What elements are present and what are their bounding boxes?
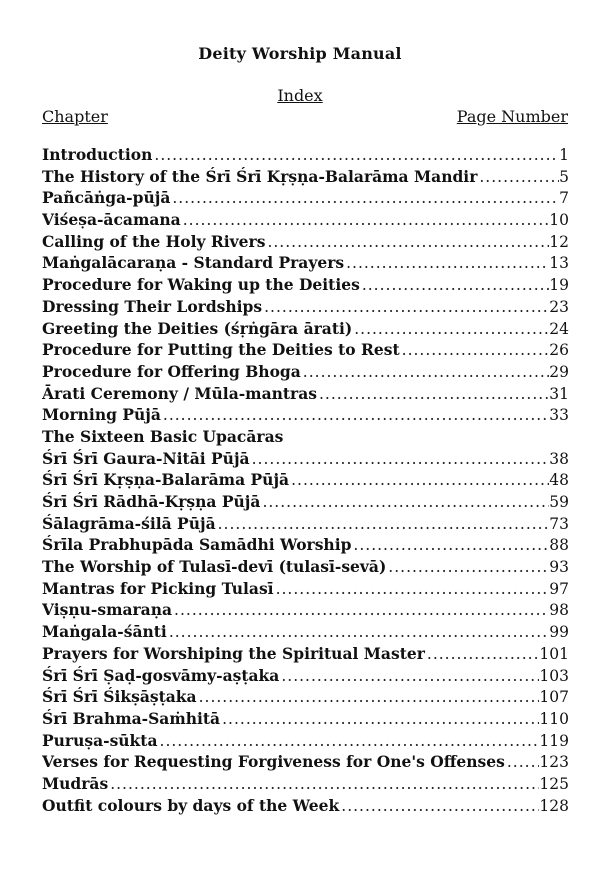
dot-leader xyxy=(158,732,540,750)
dot-leader xyxy=(400,341,550,359)
toc-entry-page-number: 128 xyxy=(539,796,569,815)
dot-leader xyxy=(108,775,539,793)
toc-entry xyxy=(42,687,569,709)
toc-entry-title: Procedure for Waking up the Deities xyxy=(42,275,360,295)
toc-entry-page-number: 98 xyxy=(549,601,569,620)
table-of-contents xyxy=(42,145,569,817)
page-number-column-header: Page Number xyxy=(456,107,568,126)
dot-leader xyxy=(344,254,549,272)
toc-entry-page-number: 73 xyxy=(549,514,569,533)
toc-entry-title: Verses for Requesting Forgiveness for One's Offenses xyxy=(42,752,505,772)
toc-entry-title: Śrīla Prabhupāda Samādhi Worship xyxy=(42,535,352,555)
toc-entry xyxy=(42,145,569,167)
toc-entry-title: Procedure for Offering Bhoga xyxy=(42,361,301,381)
dot-leader xyxy=(301,363,549,381)
dot-leader xyxy=(167,623,549,641)
toc-entry xyxy=(42,405,569,427)
toc-entry-title: Śrī Śrī Ṣaḍ-gosvāmy-aṣṭaka xyxy=(42,665,280,685)
dot-leader xyxy=(289,471,549,489)
toc-entry-page-number: 1 xyxy=(559,146,569,164)
dot-leader xyxy=(172,601,549,619)
dot-leader xyxy=(152,146,559,164)
dot-leader xyxy=(351,536,549,554)
book-title: Deity Worship Manual xyxy=(198,44,402,63)
chapter-column-header: Chapter xyxy=(42,107,108,126)
dot-leader xyxy=(360,276,549,294)
dot-leader xyxy=(216,515,550,533)
toc-entry xyxy=(42,709,569,731)
dot-leader xyxy=(317,385,549,403)
toc-entry-title: Mudrās xyxy=(42,773,109,793)
toc-entry xyxy=(42,470,569,492)
toc-entry xyxy=(42,622,569,644)
toc-entry xyxy=(42,644,569,666)
toc-entry-title: The Worship of Tulasī-devī (tulasī-sevā) xyxy=(42,557,387,577)
dot-leader xyxy=(250,450,550,468)
toc-entry-title: Śrī Śrī Śikṣāṣṭaka xyxy=(42,687,197,707)
dot-leader xyxy=(265,233,549,251)
toc-entry xyxy=(42,319,569,341)
toc-entry-title: Maṅgalācaraṇa - Standard Prayers xyxy=(42,253,345,273)
toc-entry-page-number: 48 xyxy=(549,471,569,490)
toc-entry-title: Mantras for Picking Tulasī xyxy=(42,578,274,598)
toc-entry xyxy=(42,600,569,622)
toc-entry-page-number: 88 xyxy=(549,536,569,555)
toc-entry-title: Greeting the Deities (śṛṅgāra ārati) xyxy=(42,318,353,338)
dot-leader xyxy=(477,168,559,186)
toc-entry-page-number: 59 xyxy=(549,493,569,511)
dot-leader xyxy=(274,580,550,598)
dot-leader xyxy=(262,298,549,316)
toc-entry-title: Ārati Ceremony / Mūla-mantras xyxy=(42,383,317,403)
dot-leader xyxy=(339,797,539,815)
toc-entry xyxy=(42,297,569,319)
toc-entry-page-number: 13 xyxy=(549,254,569,273)
toc-entry-title: Introduction xyxy=(42,145,153,164)
toc-entry xyxy=(42,340,569,362)
toc-entry xyxy=(42,752,569,774)
dot-leader xyxy=(386,558,549,576)
dot-leader xyxy=(505,753,540,771)
toc-entry-title: Pañcāṅga-pūjā xyxy=(42,188,171,208)
toc-entry-page-number: 97 xyxy=(549,579,569,598)
toc-entry-page-number: 110 xyxy=(539,709,569,728)
toc-entry-page-number: 103 xyxy=(539,666,569,685)
toc-entry-page-number: 5 xyxy=(559,167,569,186)
toc-entry-page-number: 125 xyxy=(539,774,569,793)
toc-entry-page-number: 10 xyxy=(549,211,569,230)
toc-entry-page-number: 12 xyxy=(549,232,569,251)
toc-entry-title: Śrī Brahma-Saṁhitā xyxy=(42,708,221,728)
toc-entry-page-number: 123 xyxy=(539,753,569,772)
toc-entry xyxy=(42,232,569,254)
toc-entry-page-number: 23 xyxy=(549,297,569,316)
toc-entry-title: Viśeṣa-ācamana xyxy=(42,210,181,230)
dot-leader xyxy=(181,211,550,229)
toc-entry-title: Dressing Their Lordships xyxy=(42,296,263,316)
toc-entry xyxy=(42,210,569,232)
toc-entry xyxy=(42,167,569,189)
toc-entry-page-number: 99 xyxy=(549,623,569,642)
toc-entry-title: Morning Pūjā xyxy=(42,405,161,425)
toc-entry xyxy=(42,492,569,514)
toc-entry-page-number: 38 xyxy=(549,449,569,468)
toc-entry xyxy=(42,427,569,449)
toc-entry-title: Śrī Śrī Rādhā-Kṛṣṇa Pūjā xyxy=(42,492,261,511)
toc-entry-title: Śrī Śrī Kṛṣṇa-Balarāma Pūjā xyxy=(42,470,290,490)
dot-leader xyxy=(220,710,539,728)
toc-entry-title: The History of the Śrī Śrī Kṛṣṇa-Balarāma Mandir xyxy=(42,166,478,186)
toc-entry-title: Outfit colours by days of the Week xyxy=(42,795,340,815)
toc-entry xyxy=(42,514,569,536)
toc-entry xyxy=(42,557,569,579)
toc-entry xyxy=(42,535,569,557)
toc-entry-page-number: 119 xyxy=(539,731,569,750)
toc-entry xyxy=(42,188,569,210)
toc-entry-title: Viṣṇu-smaraṇa xyxy=(42,600,173,620)
toc-entry-page-number: 33 xyxy=(549,406,569,425)
dot-leader xyxy=(197,688,540,706)
toc-entry xyxy=(42,384,569,406)
dot-leader xyxy=(260,493,549,511)
dot-leader xyxy=(279,667,539,685)
toc-entry-title: Calling of the Holy Rivers xyxy=(42,231,266,251)
toc-entry-page-number: 31 xyxy=(549,384,569,403)
toc-entry xyxy=(42,666,569,688)
toc-entry-page-number: 101 xyxy=(539,644,569,663)
toc-entry-title: Śālagrāma-śilā Pūjā xyxy=(42,513,216,533)
toc-entry-page-number: 107 xyxy=(539,688,569,707)
dot-leader xyxy=(352,320,549,338)
toc-entry xyxy=(42,774,569,796)
toc-entry-page-number: 24 xyxy=(549,319,569,338)
toc-entry-title: Prayers for Worshiping the Spiritual Master xyxy=(42,643,425,663)
toc-entry xyxy=(42,362,569,384)
dot-leader xyxy=(170,189,559,207)
toc-entry-page-number: 19 xyxy=(549,276,569,295)
toc-entry xyxy=(42,731,569,753)
toc-entry-title: The Sixteen Basic Upacāras xyxy=(42,426,284,446)
toc-entry-title: Procedure for Putting the Deities to Rest xyxy=(42,340,400,360)
toc-entry-page-number: 93 xyxy=(549,558,569,577)
toc-entry-title: Puruṣa-sūkta xyxy=(42,730,158,750)
toc-entry-title: Maṅgala-śānti xyxy=(42,622,167,642)
toc-entry xyxy=(42,275,569,297)
toc-entry-title: Śrī Śrī Gaura-Nitāi Pūjā xyxy=(42,448,250,468)
toc-entry xyxy=(42,449,569,471)
toc-entry-page-number: 29 xyxy=(549,362,569,381)
toc-entry-page-number: 7 xyxy=(559,189,569,208)
index-heading: Index xyxy=(277,86,323,105)
toc-entry-page-number: 26 xyxy=(549,341,569,360)
dot-leader xyxy=(161,406,549,424)
toc-entry xyxy=(42,253,569,275)
toc-entry xyxy=(42,579,569,601)
toc-entry xyxy=(42,796,569,818)
dot-leader xyxy=(425,645,540,663)
